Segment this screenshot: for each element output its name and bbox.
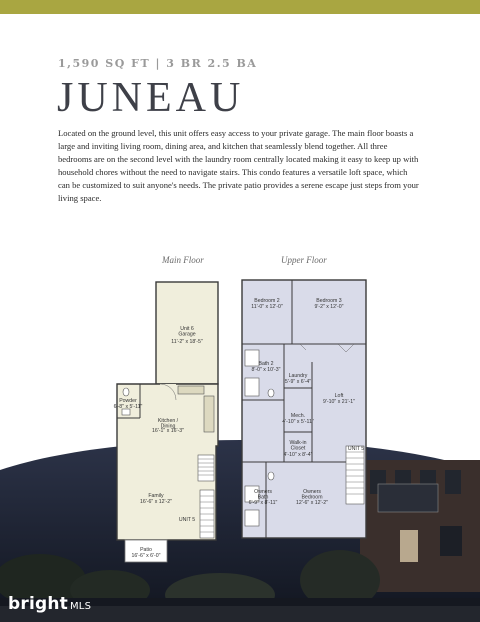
watermark-suffix: MLS — [69, 601, 92, 612]
specs-line: 1,590 SQ FT | 3 BR 2.5 BA — [58, 57, 258, 70]
bath2-dim: 8'-0" x 10'-3" — [251, 367, 281, 373]
loft-label: Loft — [334, 393, 344, 399]
laundry-dim: 5'-9" x 6'-4" — [284, 379, 312, 385]
kitchen-dim: 16'-1" x 16'-3" — [152, 428, 184, 434]
mech-dim: 4'-10" x 5'-11" — [282, 419, 314, 425]
powder-label: Powder — [119, 398, 137, 404]
patio-dim: 16'-6" x 6'-0" — [131, 553, 161, 559]
bedroom2-label: Bedroom 2 — [254, 298, 280, 304]
powder-dim: 6'-8" x 5'-11" — [113, 404, 143, 410]
owners-bedroom-dim: 12'-6" x 12'-2" — [296, 500, 328, 506]
walkin-label: Walk-in Closet — [289, 440, 307, 452]
owners-bath-label: Owners Bath — [254, 489, 272, 501]
bedroom2-dim: 11'-0" x 12'-0" — [251, 304, 283, 310]
owners-bath-dim: 6'-9" x 8'-11" — [248, 500, 278, 506]
upper-floor-label: Upper Floor — [281, 255, 327, 265]
bedroom3-dim: 9'-2" x 12'-0" — [314, 304, 344, 310]
family-label: Family — [148, 493, 164, 499]
bedroom3-label: Bedroom 3 — [316, 298, 342, 304]
upper-unit-label: UNIT 5 — [347, 446, 365, 452]
loft-dim: 9'-10" x 21'-1" — [323, 399, 355, 405]
laundry-label: Laundry — [288, 373, 308, 379]
bright-mls-watermark — [8, 594, 91, 614]
description: Located on the ground level, this unit offers easy access to your private garage. The main floor boasts a large and inviting living room, dining area, and kitchen that seamlessly blend together. All three bedrooms are on the second level with the laundry room centrally located making it easy to keep up with household chores without the need to navigate stairs. This condo features a versatile loft space, which can be customized to suit anyone's needs. The private patio provides a serene escape just steps from your living space. — [58, 128, 419, 203]
kitchen-label: Kitchen / Dining — [157, 418, 179, 430]
main-floor-label: Main Floor — [162, 255, 204, 265]
watermark-brand: bright — [8, 594, 68, 614]
main-unit-label: UNIT 5 — [178, 517, 196, 523]
page-title: JUNEAU — [57, 75, 245, 121]
walkin-dim: 4'-10" x 8'-4" — [283, 452, 313, 458]
patio-label: Patio — [140, 547, 152, 553]
garage-dim: 11'-2" x 18'-5" — [171, 339, 203, 345]
bath2-label: Bath 2 — [258, 361, 274, 367]
mech-label: Mech. — [290, 413, 306, 419]
garage-label: Unit 6 Garage — [178, 326, 196, 338]
owners-bedroom-label: Owners Bedroom — [301, 489, 323, 501]
family-dim: 16'-6" x 12'-2" — [140, 499, 172, 505]
